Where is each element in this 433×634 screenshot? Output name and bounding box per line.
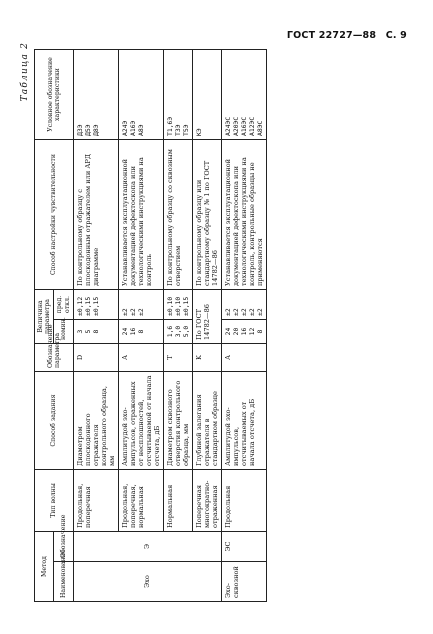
table-row [221,50,266,602]
cell-nominals: По ГОСТ 14782—86 [192,290,221,344]
header-max-deviation: пред. откл. [54,290,73,320]
header-wave-type: Тип волны [35,470,74,532]
cell-sensitivity: Устанавливается эксплуатационной документацией дефектоскопа или технологическими инструкциями на контроль [118,140,163,290]
header-conditional-designation: Условное обозначение характеристики [35,50,74,140]
cell-deviations: ±2 ±2 ±2 ±2 ±2 [221,290,266,320]
page-header [287,30,407,41]
cell-method-designation: Э [73,532,221,562]
cell-param: A [118,344,163,372]
table-row [192,50,221,602]
cell-codes: А24ЭС А20ЭС А16ЭС А12ЭС А8ЭС [221,50,266,140]
header-param-value: Величина параметра [35,290,54,344]
header-method: Метод [35,532,54,602]
table-row [73,50,118,602]
table-title: Таблица 2 [20,42,30,102]
header-setting-method: Способ задания [35,372,74,470]
cell-param: K [192,344,221,372]
cell-wave-type: Продольная [221,470,266,532]
header-method-name: Наименование [54,562,73,602]
cell-nominals: 24 20 16 12 8 [221,320,266,344]
page-number: С. 9 [385,30,407,41]
cell-setting-method: Диаметром плоскодонного отражателя контрольного образца, мм [73,372,118,470]
cell-wave-type: Продольная, поперечная [73,470,118,532]
cell-method-name: Эхо-сквозной [221,562,266,602]
cell-sensitivity: По контрольному образцу со сквозным отверстием [163,140,192,290]
cell-nominals: 1,6 3,0 5,0 [163,320,192,344]
cell-param: D [73,344,118,372]
table-row [163,50,192,602]
cell-nominals: 24 16 8 [118,320,163,344]
header-param-designation: Обозначение параметра [35,344,74,372]
header-method-designation: Обозначение [54,532,73,562]
cell-param: T [163,344,192,372]
cell-method-designation: ЭС [221,532,266,562]
cell-setting-method: Амплитудой эхо-импульсов, отраженных от несплошностей, отсчитываемой от начала отсчета, дБ [118,372,163,470]
header-nominal: номин. [54,320,73,344]
cell-setting-method: Глубиной залегания отражателя в стандартном образце [192,372,221,470]
rotated-table-area [12,42,352,602]
cell-sensitivity: По контрольному образцу или стандартному образцу № 1 по ГОСТ 14782—86 [192,140,221,290]
cell-wave-type: Поперечная многократно-отраженная [192,470,221,532]
cell-sensitivity: Устанавливается эксплуатационной документацией дефектоскопа или технологическими инструкциями на контроль, контрольные образцы не применяются [221,140,266,290]
cell-codes: Д3Э Д5Э Д8Э [73,50,118,140]
cell-codes: Т1,6Э Т3Э Т5Э [163,50,192,140]
cell-nominals: 3 5 8 [73,320,118,344]
methods-table [34,49,267,602]
header-sensitivity-method: Способ настройки чувствительности [35,140,74,290]
cell-setting-method: Диаметром сквозного отверстия контрольного образца, мм [163,372,192,470]
cell-wave-type: Продольная, поперечная, нормальная [118,470,163,532]
cell-method-name: Эхо [73,562,221,602]
cell-sensitivity: По контрольному образцу с плоскодонным отражателем или АРД диаграмме [73,140,118,290]
cell-wave-type: Нормальная [163,470,192,532]
table-row [118,50,163,602]
cell-deviations: ±0,10 ±0,10 ±0,15 [163,290,192,320]
cell-setting-method: Амплитудой эхо-импульсов, отсчитываемых от начала отсчета, дБ [221,372,266,470]
cell-deviations: ±0,12 ±0,15 ±0,15 [73,290,118,320]
cell-codes: КЭ [192,50,221,140]
cell-deviations: ±2 ±2 ±2 [118,290,163,320]
cell-codes: А24Э А16Э А8Э [118,50,163,140]
standard-number: ГОСТ 22727—88 [286,30,377,41]
cell-param: A [221,344,266,372]
